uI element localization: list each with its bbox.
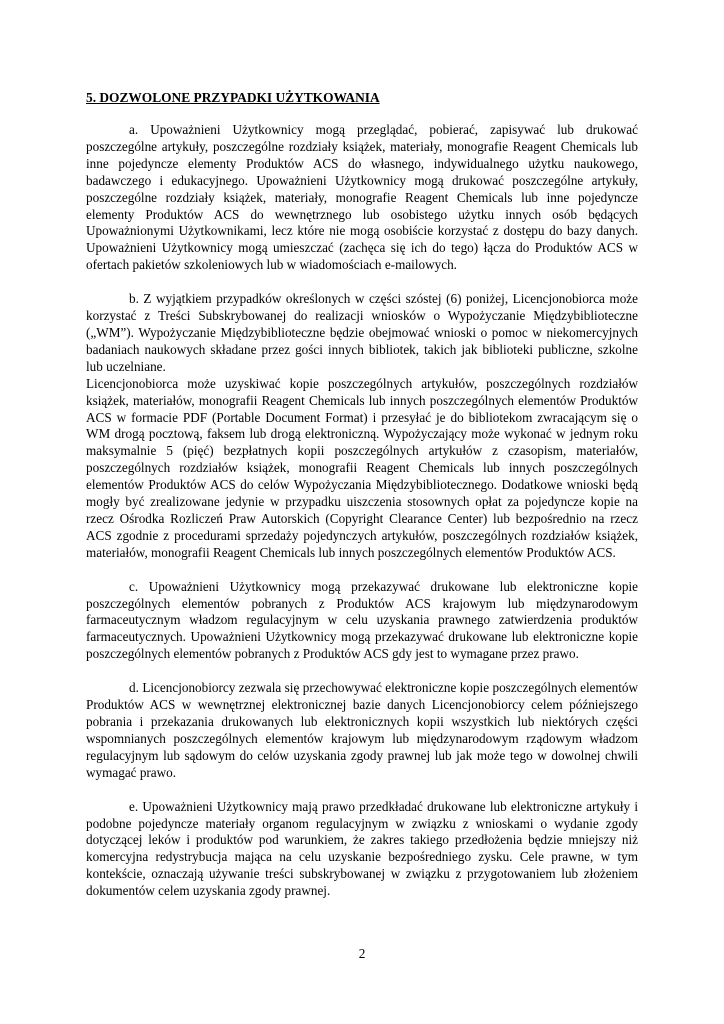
page-content (86, 89, 638, 917)
paragraph-a: a. Upoważnieni Użytkownicy mogą przeglądać, pobierać, zapisywać lub drukować poszczególne artykuły, poszczególne rozdziały książek, materiały, monografie Reagent Chemicals lub inne pojedyncze elementy Produktów ACS do własnego, indywidualnego użytku naukowego, badawczego i edukacyjnego. Upoważnieni Użytkownicy mogą drukować poszczególne artykuły, poszczególne rozdziały książek, materiały, monografie Reagent Chemicals lub inne pojedyncze elementy Produktów ACS do wewnętrznego lub osobistego użytku innych osób będących Upoważnionymi Użytkownikami, lecz które nie mogą osobiście korzystać z dostępu do bazy danych. Upoważnieni Użytkownicy mogą umieszczać (zachęca się ich do tego) łącza do Produktów ACS w ofertach pakietów szkoleniowych lub w wiadomościach e-mailowych. (86, 122, 638, 273)
paragraph-d: d. Licencjonobiorcy zezwala się przechowywać elektroniczne kopie poszczególnych elementów Produktów ACS w wewnętrznej elektronicznej bazie danych Licencjonobiorcy celem późniejszego pobrania i przekazania drukowanych lub elektronicznych kopii wszystkich lub niektórych części wspomnianych poszczególnych elementów krajowym lub międzynarodowym rządowym władzom regulacyjnym lub sądowym do celów uzyskania zgody prawnej lub jak może tego w dowolnej chwili wymagać prawo. (86, 680, 638, 780)
paragraph-e: e. Upoważnieni Użytkownicy mają prawo przedkładać drukowane lub elektroniczne artykuły i podobne pojedyncze materiały organom regulacyjnym w związku z wnioskami o wydanie zgody dotyczącej leków i produktów pod warunkiem, że zakres takiego przedłożenia będzie mniejszy niż komercyjna redystrybucja mająca na celu uzyskanie bezpośredniego zysku. Cele prawne, w tym kontekście, oznaczają używanie treści subskrybowanej w związku z przygotowaniem lub złożeniem dokumentów celem uzyskania zgody prawnej. (86, 798, 638, 899)
paragraph-b-part-1: b. Z wyjątkiem przypadków określonych w części szóstej (6) poniżej, Licencjonobiorca może korzystać z Treści Subskrybowanej do realizacji wniosków o Wypożyczanie Międzybiblioteczne („WM”). Wypożyczanie Międzybiblioteczne będzie obejmować wnioski o pomoc w niekomercyjnych badaniach naukowych składane przez gości innych bibliotek, takich jak biblioteki publiczne, szkolne lub uczelniane. (86, 291, 638, 374)
paragraph-c: c. Upoważnieni Użytkownicy mogą przekazywać drukowane lub elektroniczne kopie poszczególnych elementów pobranych z Produktów ACS krajowym lub międzynarodowym farmaceutycznym władzom regulacyjnym w celu uzyskania prawnego zatwierdzenia produktów farmaceutycznych. Upoważnieni Użytkownicy mogą przekazywać drukowane lub elektroniczne kopie poszczególnych elementów pobranych z Produktów ACS gdy jest to wymagane przez prawo. (86, 578, 638, 662)
page-number: 2 (358, 946, 366, 961)
section-heading: 5. DOZWOLONE PRZYPADKI UŻYTKOWANIA (86, 90, 380, 105)
paragraph-b-part-2: Licencjonobiorca może uzyskiwać kopie poszczególnych artykułów, poszczególnych rozdziałów książek, materiałów, monografii Reagent Chemicals lub innych poszczególnych elementów Produktów ACS w formacie PDF (Portable Document Format) i przesyłać je do bibliotekom zwracającym się o WM drogą pocztową, faksem lub drogą elektroniczną. Wypożyczający może wykonać w jednym roku maksymalnie 5 (pięć) bezpłatnych kopii poszczególnych artykułów z czasopism, materiałów, poszczególnych rozdziałów książek, monografii Reagent Chemicals lub innych poszczególnych elementów Produktów ACS do celów Wypożyczania Międzybibliotecznego. Dodatkowe wnioski będą mogły być zrealizowane jedynie w przypadku uiszczenia stosownych opłat za pojedyncze kopie na rzecz Ośrodka Rozliczeń Praw Autorskich (Copyright Clearance Center) lub bezpośrednio na rzecz ACS zgodnie z procedurami sprzedaży pojedynczych artykułów, poszczególnych rozdziałów książek, materiałów, monografii Reagent Chemicals lub innych poszczególnych elementów Produktów ACS. (86, 375, 638, 560)
